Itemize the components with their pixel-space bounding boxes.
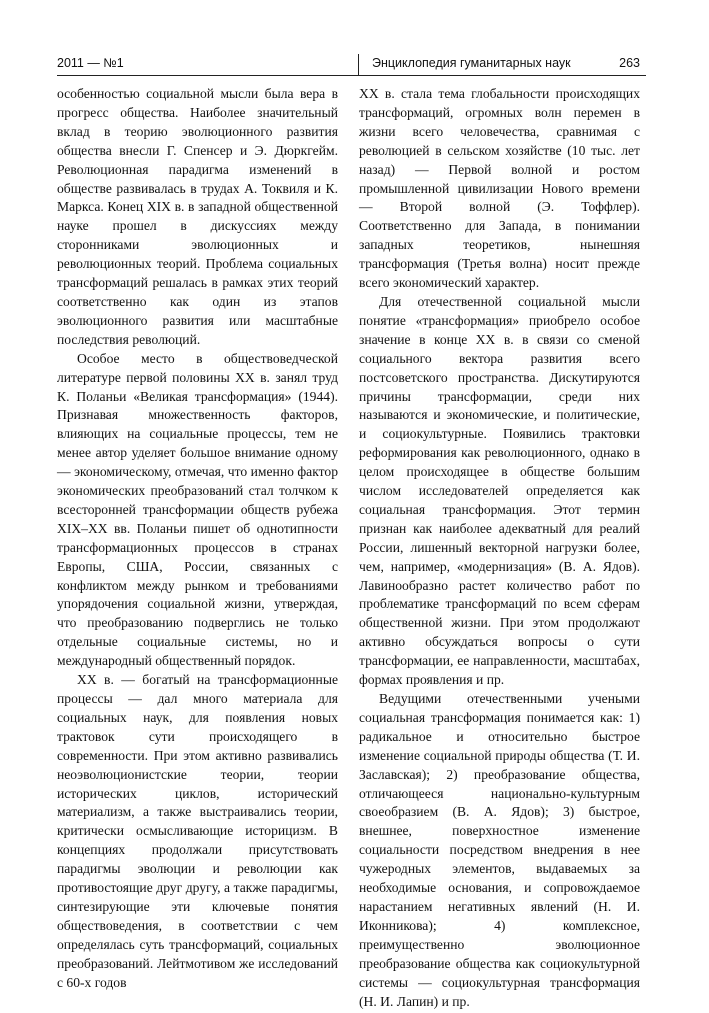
paragraph: Для отечественной социальной мысли понятие «трансформация» приобрело особое значение в конце XX в. в связи со сменой социального вектора развития всего постсоветского пространства. Дискутируются причины трансформации, среди них называются и экономические, и политические, и социокультурные. Появились трактовки реформирования как революционного, однако в целом происходящее в обществе большим числом исследователей определяется как социальная трансформация. Этот термин признан как наиболее адекватный для реалий России, лишенный векторной нагрузки более, чем, например, «модернизация» (В. А. Ядов). Лавинообразно растет количество работ по проблематике трансформаций по всем сферам общественной жизни. При этом продолжают активно обсуждаться вопросы о сути трансформации, ее направленности, масштабах, формах проявления и пр. bbox=[359, 293, 640, 688]
paragraph: XX в. — богатый на трансформационные процессы — дал много материала для социальных наук, для появления новых трактовок сути происходящего в современности. При этом активно развивались неоэволюционистские теории, теории исторических циклов, исторический материализм, а также выстраивались теории, критически осмысливающие историцизм. В концепциях продолжали присутствовать парадигмы эволюции и революции как противостоящие друг другу, а также парадигмы, синтезирующие эти ключевые понятия обществоведения, в соответствии с чем определялась суть трансформаций, социальных преобразований. Лейтмотивом же исследований с 60-х годов bbox=[57, 672, 338, 990]
paragraph: XX в. стала тема глобальности происходящих трансформаций, огромных волн перемен в жизни всего человечества, сравнимая с революцией в сельском хозяйстве (10 тыс. лет назад) — Первой волной и ростом промышленной цивилизации Нового времени — Второй волной (Э. Тоффлер). Соответственно для Запада, в понимании западных теоретиков, нынешняя трансформация (Третья волна) носит прежде всего экономический характер. bbox=[359, 86, 640, 291]
page-number: 263 bbox=[619, 56, 640, 70]
header-divider bbox=[358, 54, 359, 75]
left-column bbox=[57, 85, 338, 993]
paragraph: особенностью социальной мысли была вера в прогресс общества. Наиболее значительный вклад в теорию эволюционного развития общества внесли Г. Спенсер и Э. Дюркгейм. Революционная парадигма изменений в обществе развивалась в трудах А. Токвиля и К. Маркса. Конец XIX в. в западной общественной науке прошел в дискуссиях между сторонниками эволюционных и революционных теорий. Проблема социальных трансформаций решалась в рамках этих теорий соответственно как один из этапов эволюционного развития или масштабные последствия революций. bbox=[57, 86, 338, 347]
issue-label: 2011 — №1 bbox=[57, 56, 124, 70]
right-column bbox=[359, 85, 640, 1011]
paragraph: Ведущими отечественными учеными социальная трансформация понимается как: 1) радикальное и относительно быстрое изменение социальной природы общества (Т. И. Заславская); 2) преобразование общества, отличающееся национально-культурным своеобразием (В. А. Ядов); 3) быстрое, внешнее, поверхностное изменение социальности посредством внедрения в нее чужеродных элементов, выдаваемых за необходимые основания, и сопровождаемое нарастанием негативных явлений (Н. И. Иконникова); 4) комплексное, преимущественно эволюционное преобразование общества как социокультурной системы — социокультурная трансформация (Н. И. Лапин) и пр. bbox=[359, 691, 640, 1009]
paragraph: Особое место в обществоведческой литературе первой половины XX в. занял труд К. Поланьи «Великая трансформация» (1944). Признавая множественность факторов, влияющих на социальные процессы, тем не менее автор уделяет большое внимание одному — экономическому, отмечая, что именно фактор экономических преобразований стал толчком к всесторонней трансформации обществ рубежа XIX–XX вв. Поланьи пишет об однотипности трансформационных процессов в странах Европы, США, России, связанных с конфликтом между рынком и требованиями упорядочения социальной жизни, утверждая, что преобразованию подверглись не только отдельные социальные системы, но и международный общественный порядок. bbox=[57, 350, 338, 669]
running-header bbox=[57, 54, 646, 76]
journal-title: Энциклопедия гуманитарных наук bbox=[372, 56, 571, 70]
